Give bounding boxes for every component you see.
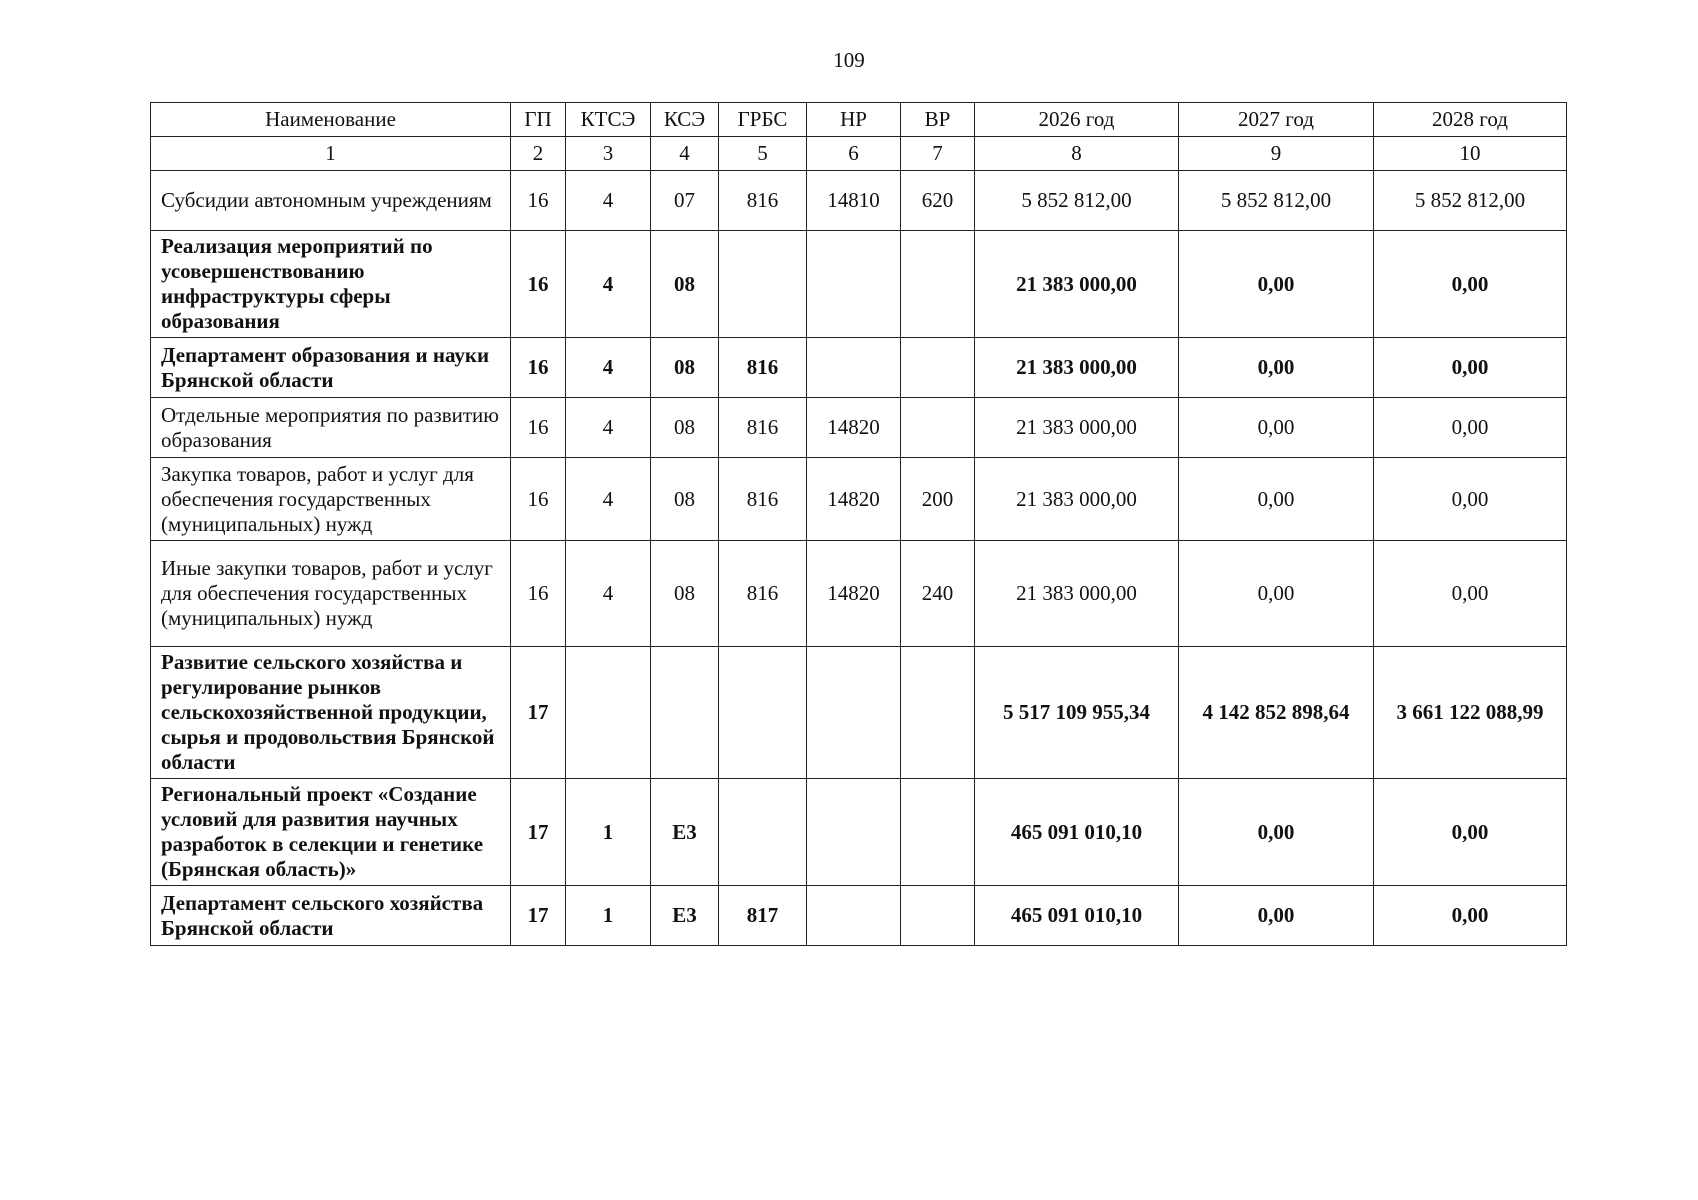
cell-gp: 17: [511, 647, 566, 779]
header-cell-2027: 2027 год: [1179, 103, 1374, 137]
cell-y2026: 21 383 000,00: [975, 231, 1179, 338]
cell-y2028: 0,00: [1374, 458, 1567, 541]
table-row: [151, 231, 1567, 338]
cell-vr: [901, 338, 975, 398]
cell-gp: 16: [511, 231, 566, 338]
table-row: [151, 647, 1567, 779]
cell-grbs: 816: [719, 541, 807, 647]
cell-ktse: 1: [566, 779, 651, 886]
header-cell-name: Наименование: [151, 103, 511, 137]
header-cell-nr: НР: [807, 103, 901, 137]
cell-vr: [901, 886, 975, 946]
cell-y2026: 21 383 000,00: [975, 398, 1179, 458]
cell-name: Иные закупки товаров, работ и услуг для обеспечения государственных (муниципальных) нужд: [151, 541, 511, 647]
header-cell-2026: 2026 год: [975, 103, 1179, 137]
cell-y2026: 465 091 010,10: [975, 886, 1179, 946]
page-number: 109: [833, 48, 865, 72]
cell-vr: [901, 647, 975, 779]
cell-grbs: 816: [719, 458, 807, 541]
table-row: [151, 171, 1567, 231]
cell-grbs: 816: [719, 338, 807, 398]
column-number-cell: 2: [511, 137, 566, 171]
cell-y2027: 4 142 852 898,64: [1179, 647, 1374, 779]
cell-grbs: [719, 231, 807, 338]
cell-y2028: 0,00: [1374, 231, 1567, 338]
header-cell-vr: ВР: [901, 103, 975, 137]
header-cell-2028: 2028 год: [1374, 103, 1567, 137]
cell-gp: 17: [511, 886, 566, 946]
cell-y2028: 3 661 122 088,99: [1374, 647, 1567, 779]
cell-ktse: 1: [566, 886, 651, 946]
column-number-cell: 5: [719, 137, 807, 171]
cell-y2026: 5 517 109 955,34: [975, 647, 1179, 779]
table-row: [151, 398, 1567, 458]
cell-name: Департамент сельского хозяйства Брянской области: [151, 886, 511, 946]
cell-name: Реализация мероприятий по усовершенствованию инфраструктуры сферы образования: [151, 231, 511, 338]
cell-kse: Е3: [651, 779, 719, 886]
cell-nr: [807, 338, 901, 398]
cell-y2026: 465 091 010,10: [975, 779, 1179, 886]
cell-kse: 07: [651, 171, 719, 231]
cell-nr: 14810: [807, 171, 901, 231]
cell-gp: 17: [511, 779, 566, 886]
cell-gp: 16: [511, 458, 566, 541]
column-number-row: [151, 137, 1567, 171]
cell-y2027: 0,00: [1179, 231, 1374, 338]
cell-nr: [807, 886, 901, 946]
cell-name: Департамент образования и науки Брянской области: [151, 338, 511, 398]
budget-table: [150, 102, 1567, 946]
cell-y2027: 0,00: [1179, 541, 1374, 647]
cell-name: Субсидии автономным учреждениям: [151, 171, 511, 231]
cell-y2027: 0,00: [1179, 398, 1374, 458]
column-number-cell: 9: [1179, 137, 1374, 171]
cell-kse: 08: [651, 231, 719, 338]
cell-gp: 16: [511, 338, 566, 398]
cell-y2027: 0,00: [1179, 458, 1374, 541]
cell-y2028: 0,00: [1374, 338, 1567, 398]
cell-kse: [651, 647, 719, 779]
cell-vr: [901, 398, 975, 458]
cell-name: Региональный проект «Создание условий для развития научных разработок в селекции и генетике (Брянская область)»: [151, 779, 511, 886]
cell-y2027: 5 852 812,00: [1179, 171, 1374, 231]
cell-y2027: 0,00: [1179, 779, 1374, 886]
cell-y2026: 5 852 812,00: [975, 171, 1179, 231]
column-number-cell: 3: [566, 137, 651, 171]
table-row: [151, 886, 1567, 946]
cell-nr: [807, 779, 901, 886]
column-number-cell: 7: [901, 137, 975, 171]
cell-gp: 16: [511, 171, 566, 231]
cell-nr: [807, 647, 901, 779]
cell-y2028: 0,00: [1374, 541, 1567, 647]
cell-ktse: 4: [566, 338, 651, 398]
table-row: [151, 458, 1567, 541]
cell-gp: 16: [511, 398, 566, 458]
cell-name: Развитие сельского хозяйства и регулирование рынков сельскохозяйственной продукции, сырья и продовольствия Брянской области: [151, 647, 511, 779]
cell-grbs: [719, 647, 807, 779]
table-row: [151, 338, 1567, 398]
cell-y2027: 0,00: [1179, 338, 1374, 398]
header-cell-ktse: КТСЭ: [566, 103, 651, 137]
header-cell-kse: КСЭ: [651, 103, 719, 137]
header-cell-grbs: ГРБС: [719, 103, 807, 137]
cell-y2028: 0,00: [1374, 398, 1567, 458]
column-number-cell: 10: [1374, 137, 1567, 171]
cell-ktse: 4: [566, 231, 651, 338]
cell-gp: 16: [511, 541, 566, 647]
cell-vr: [901, 231, 975, 338]
cell-grbs: 817: [719, 886, 807, 946]
cell-nr: [807, 231, 901, 338]
cell-name: Отдельные мероприятия по развитию образования: [151, 398, 511, 458]
cell-kse: Е3: [651, 886, 719, 946]
cell-kse: 08: [651, 541, 719, 647]
column-number-cell: 6: [807, 137, 901, 171]
cell-y2028: 5 852 812,00: [1374, 171, 1567, 231]
cell-ktse: 4: [566, 458, 651, 541]
cell-y2026: 21 383 000,00: [975, 338, 1179, 398]
cell-ktse: [566, 647, 651, 779]
cell-y2028: 0,00: [1374, 886, 1567, 946]
table-body: [151, 103, 1567, 946]
cell-vr: 200: [901, 458, 975, 541]
cell-kse: 08: [651, 458, 719, 541]
cell-kse: 08: [651, 398, 719, 458]
cell-vr: 620: [901, 171, 975, 231]
table-row: [151, 541, 1567, 647]
cell-ktse: 4: [566, 398, 651, 458]
cell-grbs: 816: [719, 398, 807, 458]
cell-vr: 240: [901, 541, 975, 647]
table-row: [151, 779, 1567, 886]
cell-nr: 14820: [807, 458, 901, 541]
column-number-cell: 8: [975, 137, 1179, 171]
column-number-cell: 1: [151, 137, 511, 171]
cell-ktse: 4: [566, 171, 651, 231]
cell-vr: [901, 779, 975, 886]
cell-name: Закупка товаров, работ и услуг для обеспечения государственных (муниципальных) нужд: [151, 458, 511, 541]
cell-y2027: 0,00: [1179, 886, 1374, 946]
cell-grbs: [719, 779, 807, 886]
cell-grbs: 816: [719, 171, 807, 231]
header-row: [151, 103, 1567, 137]
cell-y2026: 21 383 000,00: [975, 458, 1179, 541]
column-number-cell: 4: [651, 137, 719, 171]
cell-kse: 08: [651, 338, 719, 398]
cell-nr: 14820: [807, 398, 901, 458]
cell-y2026: 21 383 000,00: [975, 541, 1179, 647]
cell-y2028: 0,00: [1374, 779, 1567, 886]
cell-nr: 14820: [807, 541, 901, 647]
header-cell-gp: ГП: [511, 103, 566, 137]
cell-ktse: 4: [566, 541, 651, 647]
